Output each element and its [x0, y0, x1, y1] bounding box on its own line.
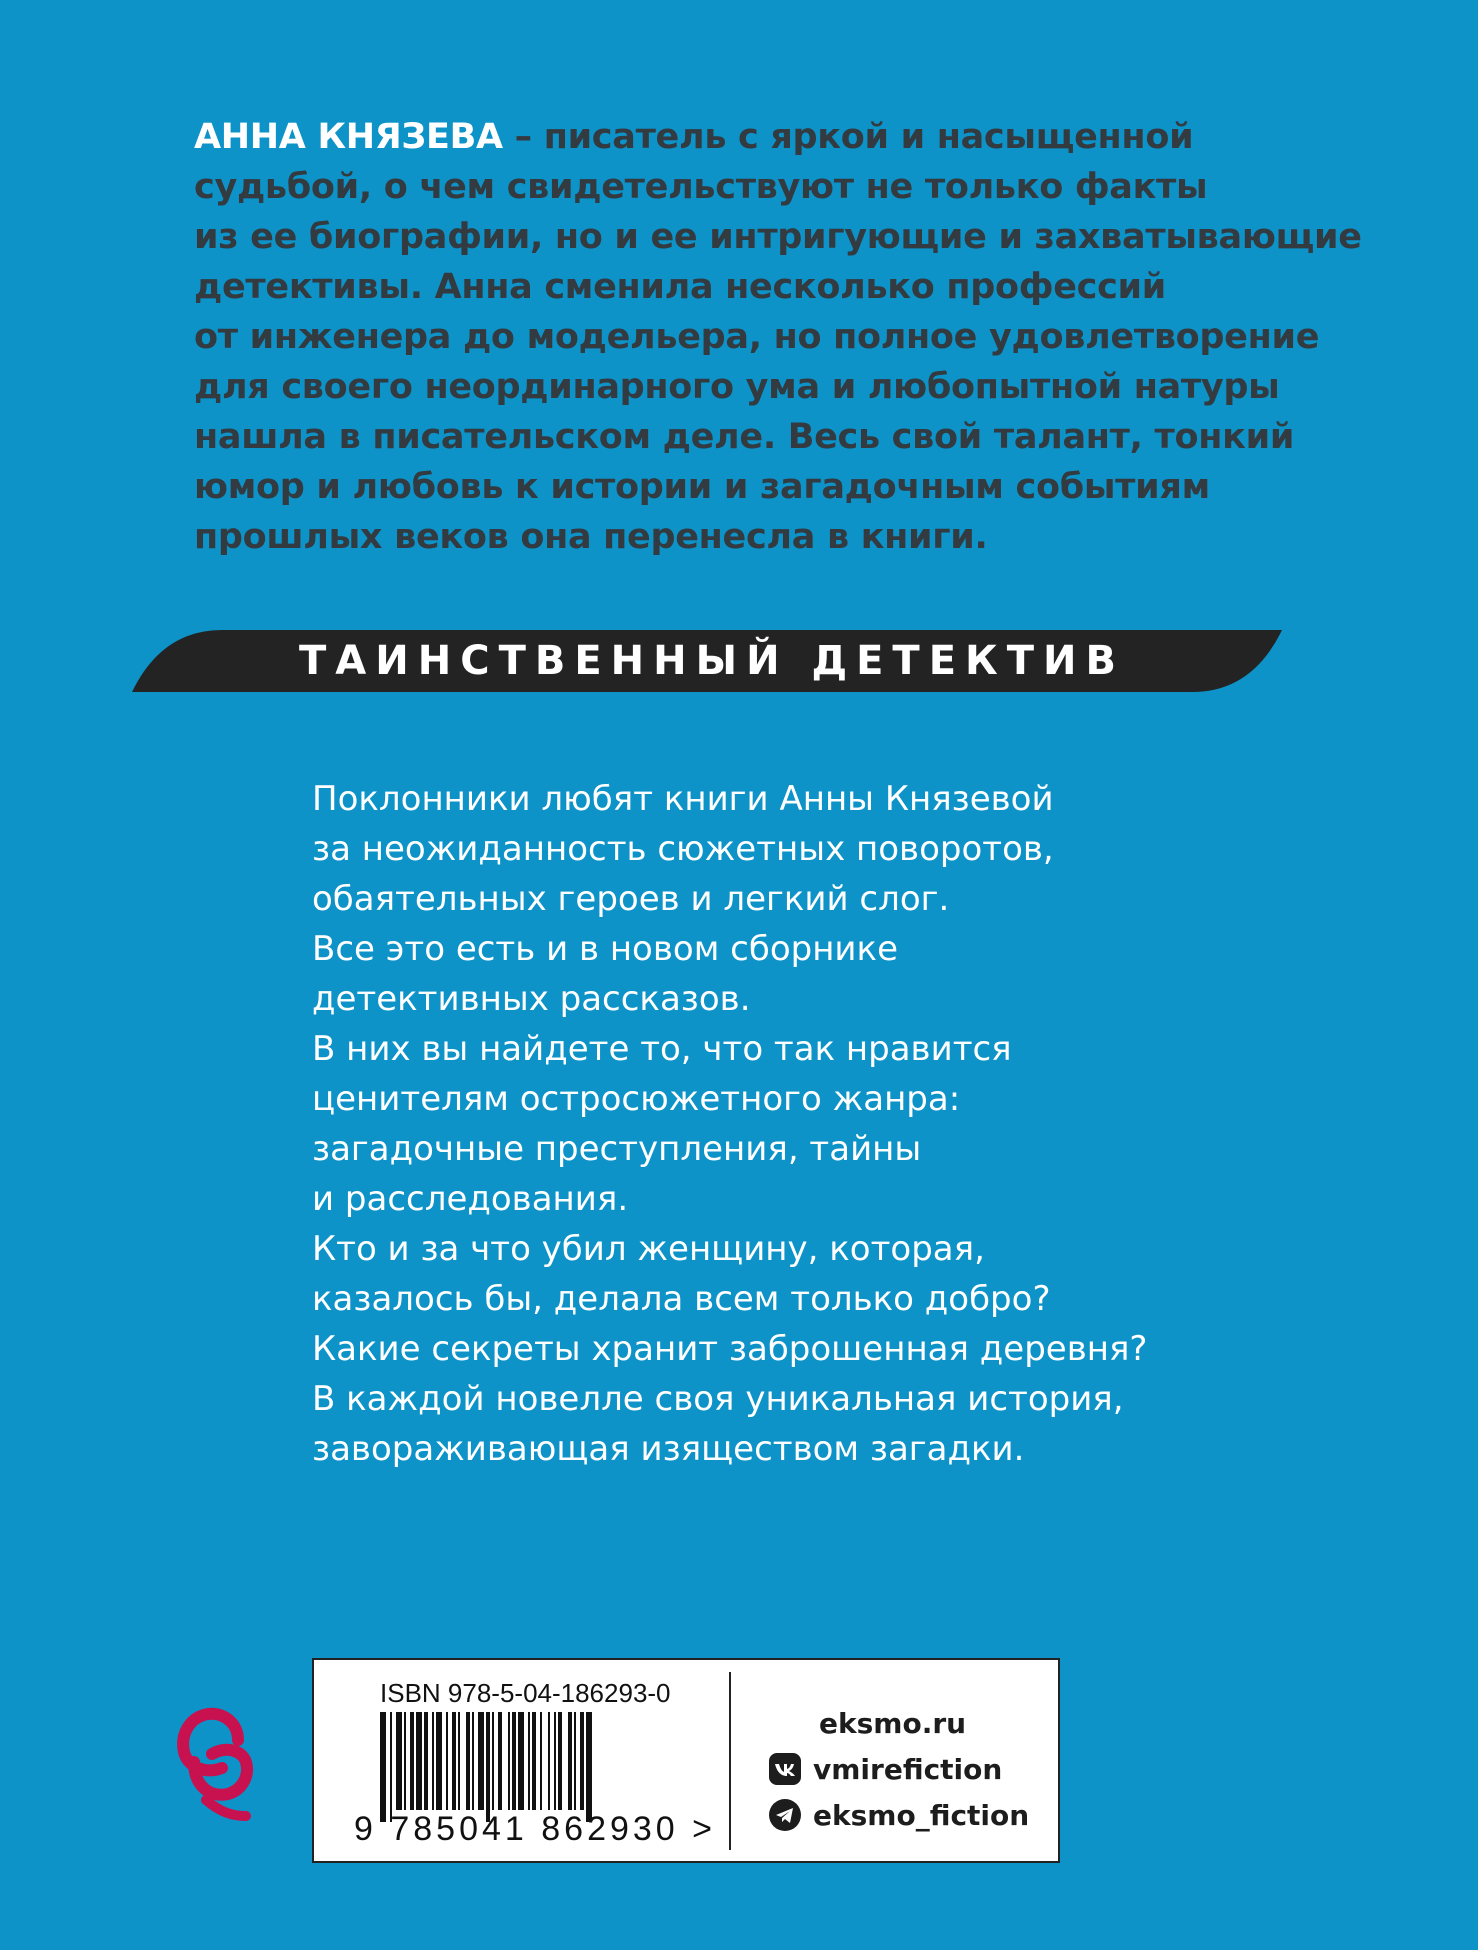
publisher-links — [769, 1700, 1029, 1838]
barcode-bar — [458, 1712, 460, 1810]
telegram-link[interactable] — [769, 1792, 1029, 1838]
isbn-label: ISBN 978-5-04-186293-0 — [380, 1678, 671, 1708]
bio-line: судьбой, о чем свидетельствуют не только факты — [194, 167, 1208, 207]
vk-icon — [769, 1753, 801, 1785]
barcode-bar — [568, 1712, 572, 1810]
barcode-bar — [432, 1712, 434, 1810]
description-line: Поклонники любят книги Анны Князевой — [312, 779, 1054, 819]
barcode-bar — [532, 1712, 536, 1810]
barcode-bar — [512, 1712, 516, 1810]
barcode-bar — [498, 1712, 502, 1810]
book-description — [312, 774, 1212, 1474]
barcode-bar — [390, 1712, 392, 1822]
barcode-bar — [466, 1712, 470, 1810]
description-line: обаятельных героев и легкий слог. — [312, 879, 950, 919]
description-line: ценителям остросюжетного жанра: — [312, 1079, 961, 1119]
description-line: В них вы найдете то, что так нравится — [312, 1029, 1012, 1069]
description-line: Кто и за что убил женщину, которая, — [312, 1229, 985, 1269]
barcode-bar — [404, 1712, 406, 1810]
barcode-number: 9 785041 862930 > — [354, 1810, 717, 1848]
genre-label: ТАИНСТВЕННЫЙ ДЕТЕКТИВ — [299, 638, 1125, 684]
bio-line: прошлых веков она перенесла в книги. — [194, 517, 988, 557]
telegram-icon — [769, 1799, 801, 1831]
eksmo-logo-icon — [176, 1700, 256, 1835]
vk-link[interactable] — [769, 1746, 1029, 1792]
barcode-bar — [472, 1712, 474, 1810]
site-link[interactable] — [769, 1700, 1029, 1746]
barcode-bar — [528, 1712, 530, 1810]
description-line: загадочные преступления, тайны — [312, 1129, 922, 1169]
description-line: завораживающая изяществом загадки. — [312, 1429, 1025, 1469]
description-line: казалось бы, делала всем только добро? — [312, 1279, 1051, 1319]
description-line: детективных рассказов. — [312, 979, 751, 1019]
description-line: В каждой новелле своя уникальная история, — [312, 1379, 1124, 1419]
barcode-bar — [580, 1712, 584, 1810]
bio-line: из ее биографии, но и ее интригующие и захватывающие — [194, 217, 1362, 257]
barcode-bar — [416, 1712, 422, 1810]
barcode-bar — [396, 1712, 402, 1810]
genre-banner — [132, 630, 1282, 692]
barcode-bar — [508, 1712, 510, 1810]
description-line: Какие секреты хранит заброшенная деревня? — [312, 1329, 1148, 1369]
vk-link-label: vmirefiction — [813, 1752, 1003, 1786]
description-line: за неожиданность сюжетных поворотов, — [312, 829, 1054, 869]
description-line: Все это есть и в новом сборнике — [312, 929, 898, 969]
barcode-bar — [518, 1712, 524, 1810]
barcode-bar — [478, 1712, 484, 1810]
barcode-bar — [540, 1712, 542, 1810]
barcode-bar — [548, 1712, 550, 1810]
telegram-link-label: eksmo_fiction — [813, 1798, 1030, 1832]
barcode-bar — [410, 1712, 414, 1810]
barcode-bar — [380, 1712, 386, 1822]
barcode-bar — [554, 1712, 556, 1810]
barcode-bar — [586, 1712, 592, 1822]
barcode-bar — [446, 1712, 448, 1810]
bio-line: от инженера до модельера, но полное удовлетворение — [194, 317, 1320, 357]
barcode-panel — [312, 1658, 1060, 1863]
barcode-bar — [424, 1712, 428, 1810]
barcode-divider — [729, 1672, 731, 1850]
bio-line: детективы. Анна сменила несколько профессий — [194, 267, 1166, 307]
barcode-bar — [486, 1712, 490, 1822]
bio-line: нашла в писательском деле. Весь свой талант, тонкий — [194, 417, 1295, 457]
barcode-bars — [380, 1712, 710, 1822]
barcode-bar — [492, 1712, 494, 1810]
site-link-label: eksmo.ru — [819, 1706, 967, 1740]
description-line: и расследования. — [312, 1179, 629, 1219]
barcode-bar — [574, 1712, 576, 1810]
bio-line: для своего неординарного ума и любопытной натуры — [194, 367, 1280, 407]
bio-first-line-rest: – писатель с яркой и насыщенной — [502, 117, 1194, 157]
bio-first-line — [194, 112, 1314, 162]
bio-line: юмор и любовь к истории и загадочным событиям — [194, 467, 1210, 507]
barcode-bar — [436, 1712, 442, 1810]
author-bio — [194, 112, 1362, 562]
barcode-bar — [452, 1712, 456, 1810]
barcode-bar — [558, 1712, 562, 1810]
author-name: АННА КНЯЗЕВА — [194, 117, 503, 157]
